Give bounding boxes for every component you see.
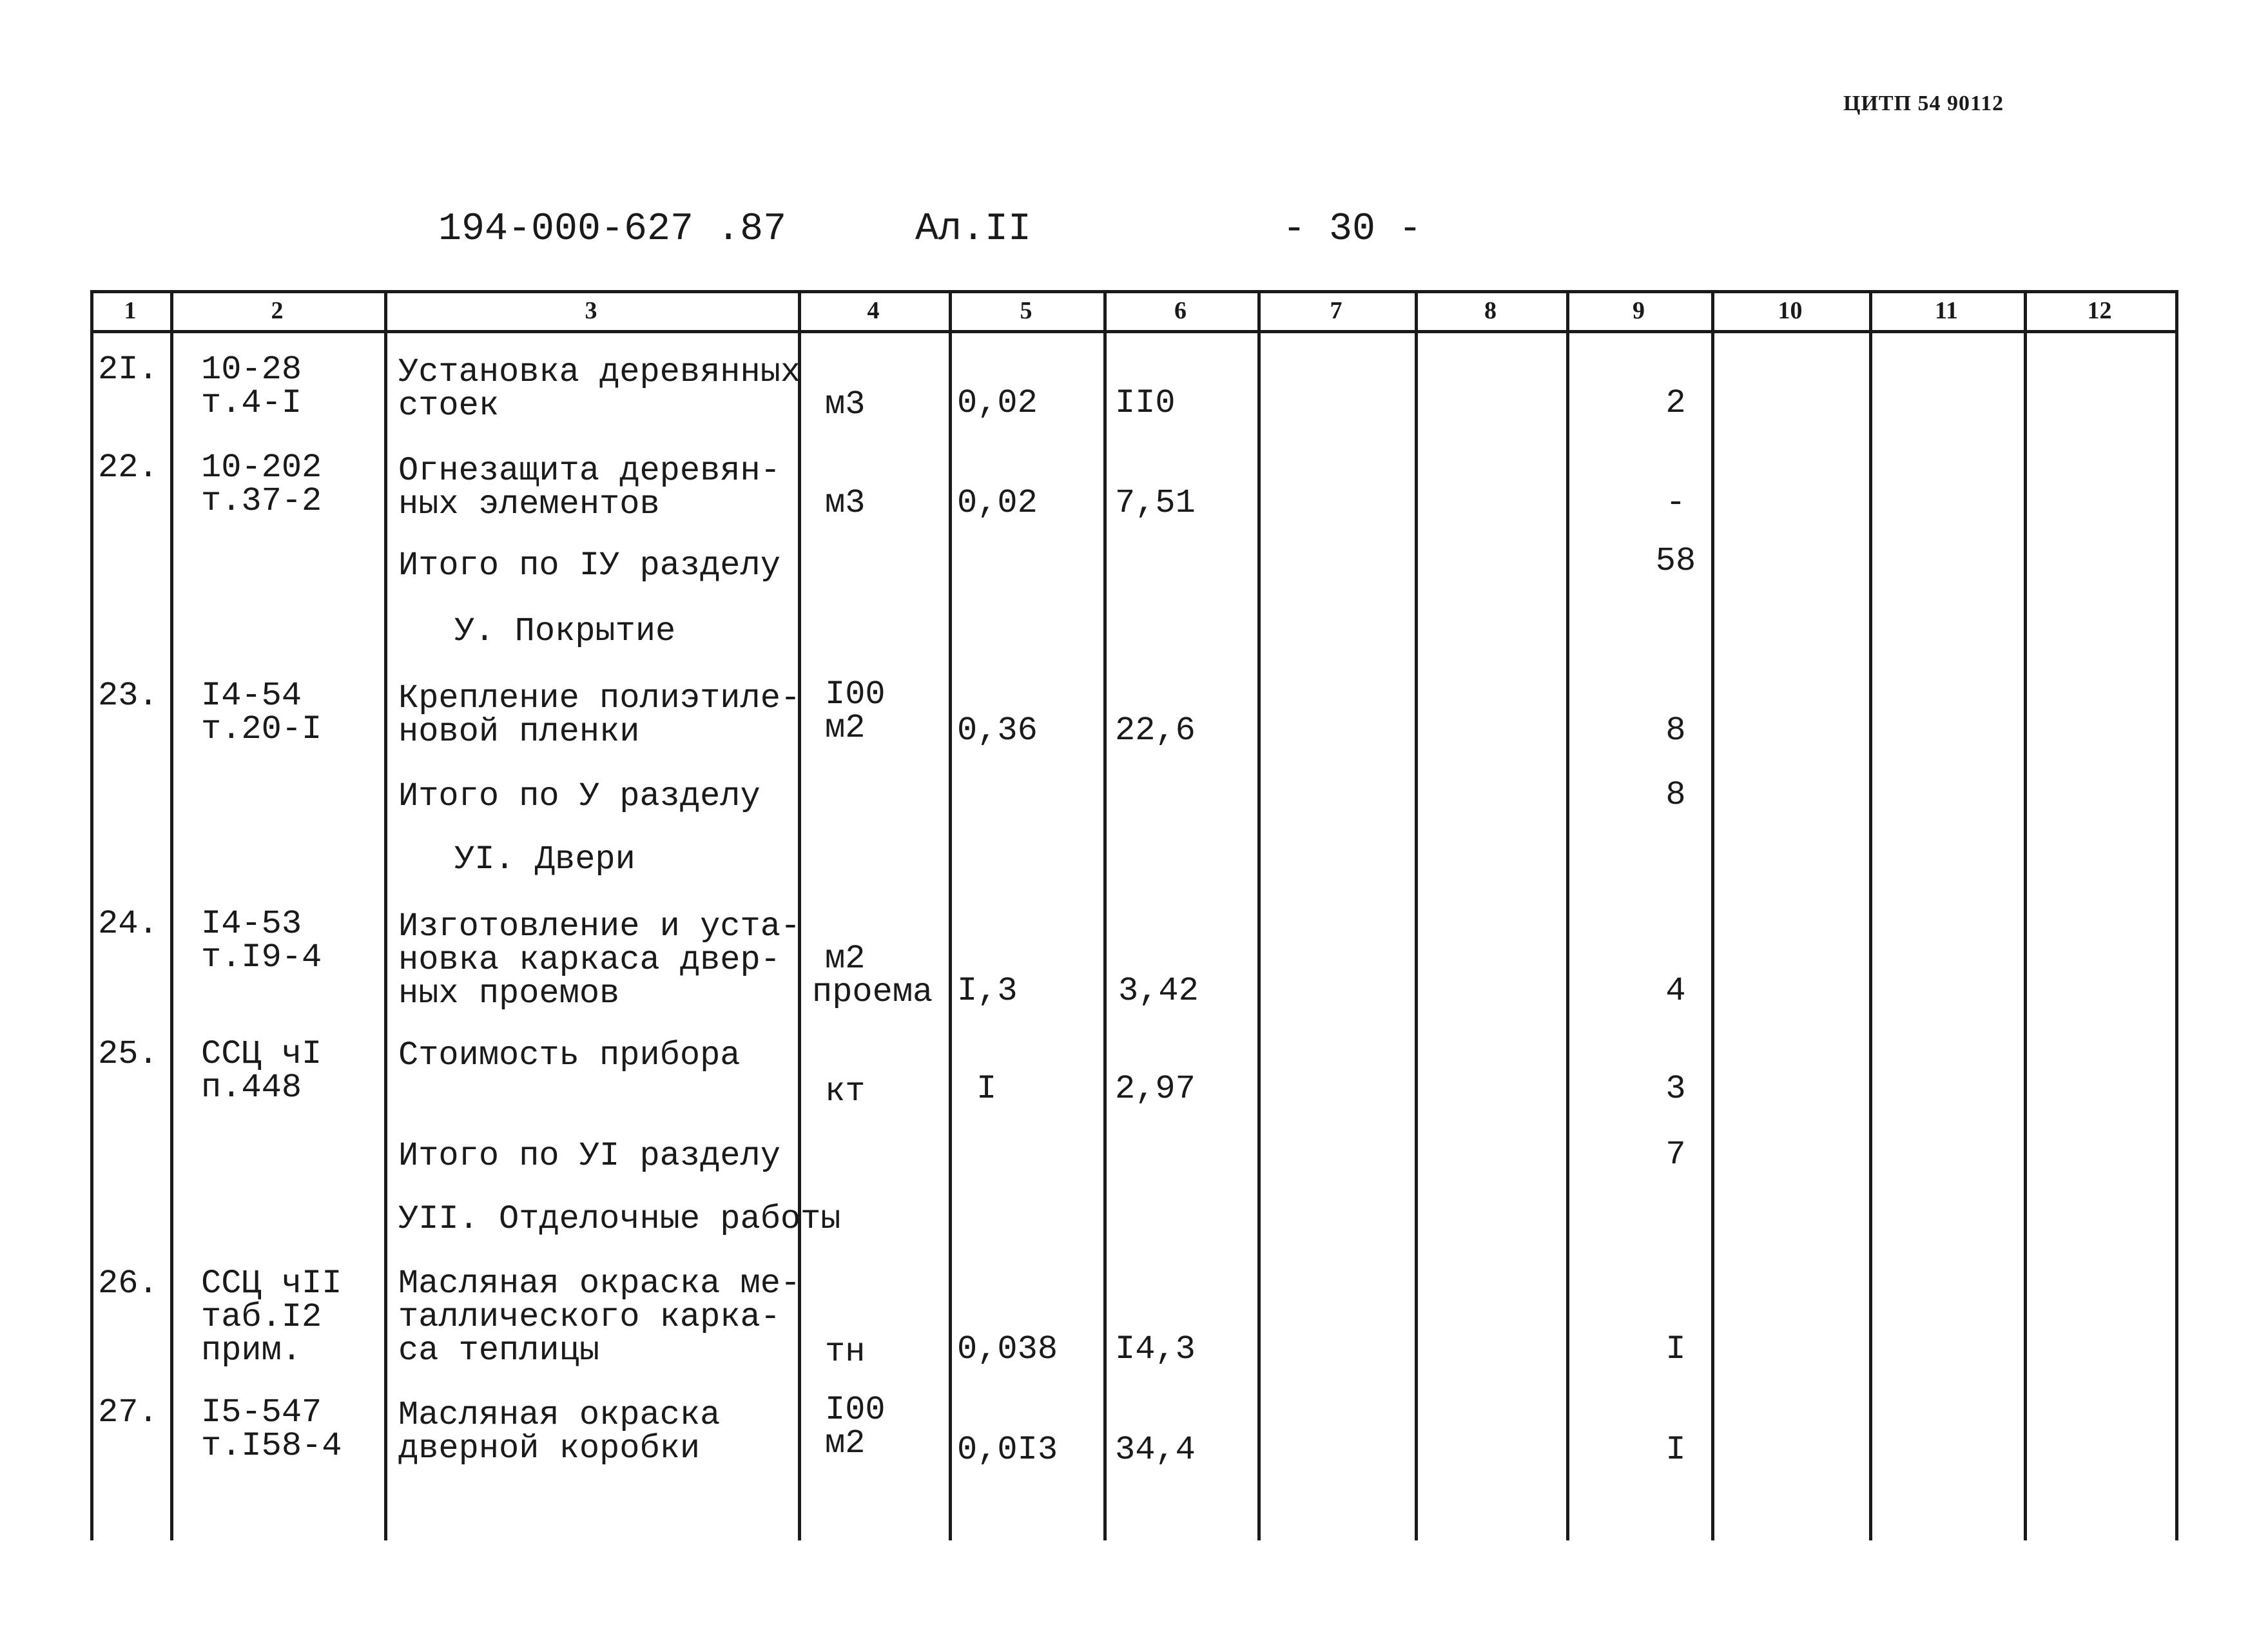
work-description-line: Огнезащита деревян- [398,452,780,490]
column-number: 12 [2087,297,2112,324]
norm-reference-line: прим. [201,1332,302,1370]
work-description-line: Масляная окраска [398,1396,721,1434]
row-number: 26. [98,1265,159,1303]
column-divider [170,290,173,1540]
column-number: 9 [1633,297,1645,324]
quantity: 0,02 [957,484,1038,522]
norm-reference [201,353,302,420]
column-divider [1869,290,1872,1540]
work-description-line: ных элементов [398,485,660,523]
row-number: 24. [98,905,159,943]
column-divider [949,290,952,1540]
work-description-line: Крепление полиэтиле- [398,679,801,717]
unit-price: I4,3 [1115,1330,1196,1368]
column-divider [2024,290,2027,1540]
work-description-line: таллического карка- [398,1298,780,1336]
section-subtotal-value: 7 [1665,1136,1686,1174]
norm-reference-line: т.I9-4 [201,938,322,976]
work-description-line: Установка деревянных [398,353,801,391]
document-code: 194-000-627 .87 [438,208,787,251]
unit-line: кт [825,1072,866,1111]
section-heading: У. Покрытие [454,612,676,650]
column-divider [384,290,387,1540]
norm-reference-line: I4-54 [201,677,302,715]
column-divider [1103,290,1107,1540]
section-subtotal-label: Итого по УI разделу [398,1137,780,1175]
work-description-line: ных проемов [398,975,620,1013]
norm-reference [201,1035,322,1107]
table-top-border [90,290,2178,293]
unit-line: м2 [825,1424,866,1462]
quantity: I,3 [957,972,1018,1010]
norm-reference-line: I5-547 [201,1393,322,1431]
quantity: 0,038 [957,1330,1058,1368]
column-divider [1257,290,1261,1540]
norm-reference-line: т.4-I [201,384,302,422]
unit [812,942,933,1009]
norm-reference [201,451,322,518]
column-number: 2 [271,297,284,324]
row-number: 23. [98,677,159,715]
norm-reference-line: п.448 [201,1069,302,1107]
column-number: 10 [1778,297,1803,324]
column-number: 3 [585,297,597,324]
unit-line: I00 [825,1391,886,1429]
unit-line: I00 [825,675,886,713]
row-number: 22. [98,449,159,487]
norm-reference-line: т.37-2 [201,482,322,520]
labor-total: 3 [1665,1070,1686,1108]
work-description-line: Стоимость прибора [398,1036,741,1074]
quantity: 0,36 [957,712,1038,750]
unit [825,1335,865,1369]
work-description [398,353,801,425]
column-divider [1415,290,1418,1540]
unit-price: II0 [1115,384,1176,422]
work-description [398,1036,741,1074]
norm-reference-line: т.I58-4 [201,1427,342,1465]
work-description [398,1396,721,1468]
quantity: I [976,1070,997,1108]
section-heading: УI. Двери [454,840,635,878]
norm-reference-line: таб.I2 [201,1298,322,1336]
work-description [398,679,801,751]
header-bottom-border [90,330,2178,333]
column-number: 11 [1935,297,1958,324]
unit-line: тн [825,1333,866,1371]
norm-reference-line: ССЦ чI [201,1035,322,1073]
column-number: 6 [1174,297,1187,324]
norm-reference-line: 10-202 [201,449,322,487]
labor-total: 4 [1665,972,1686,1010]
section-heading: УII. Отделочные работы [398,1200,841,1238]
row-number: 25. [98,1035,159,1073]
unit [825,385,866,423]
album-label: Ал.II [915,208,1032,251]
norm-reference-line: I4-53 [201,905,302,943]
work-description-line: Масляная окраска ме- [398,1265,801,1303]
norm-reference [201,1267,342,1368]
archive-stamp: ЦИТП 54 90112 [1843,92,2004,115]
quantity: 0,02 [957,384,1038,422]
row-number: 2I. [98,351,159,389]
unit-price: 22,6 [1115,712,1196,750]
row-number: 27. [98,1393,159,1431]
labor-total: I [1665,1330,1686,1368]
unit-price: 3,42 [1118,972,1199,1010]
estimate-table [90,290,2178,1540]
work-description [398,907,801,1013]
work-description-line: новка каркаса двер- [398,941,780,979]
column-number: 5 [1020,297,1032,324]
column-number: 7 [1330,297,1342,324]
column-number: 1 [124,297,137,324]
unit-line: м2 [825,940,866,978]
unit-price: 7,51 [1115,484,1196,522]
unit-price: 34,4 [1115,1431,1196,1469]
work-description-line: Изготовление и уста- [398,907,801,946]
work-description-line: новой пленки [398,713,640,751]
labor-total: - [1665,484,1686,522]
norm-reference [201,1393,342,1465]
section-subtotal-value: 8 [1665,776,1686,814]
work-description [398,1267,800,1368]
work-description-line: дверной коробки [398,1430,701,1468]
column-number: 4 [867,297,880,324]
work-description-line: стоек [398,387,499,425]
norm-reference-line: ССЦ чII [201,1265,342,1303]
section-subtotal-label: Итого по У разделу [398,777,761,815]
unit-line: м3 [825,385,866,423]
page-number: - 30 - [1283,208,1422,251]
work-description-line: са теплицы [398,1332,600,1370]
unit-line: м2 [825,709,866,747]
column-divider [90,290,93,1540]
norm-reference-line: 10-28 [201,351,302,389]
quantity: 0,0I3 [957,1431,1058,1469]
section-subtotal-value: 58 [1655,542,1696,580]
norm-reference [201,679,322,746]
unit [825,675,886,747]
unit [825,1393,886,1460]
column-number: 8 [1484,297,1497,324]
labor-total: 2 [1665,384,1686,422]
labor-total: 8 [1665,712,1686,750]
unit-price: 2,97 [1115,1070,1196,1108]
labor-total: I [1665,1431,1686,1469]
norm-reference-line: т.20-I [201,710,322,748]
unit-line: проема [812,973,933,1011]
unit [825,484,866,522]
work-description [398,454,780,521]
unit-line: м3 [825,484,866,522]
unit [825,1072,866,1111]
column-divider [1566,290,1569,1540]
section-subtotal-label: Итого по IУ разделу [398,547,780,585]
column-divider [2175,290,2178,1540]
norm-reference [201,907,322,975]
